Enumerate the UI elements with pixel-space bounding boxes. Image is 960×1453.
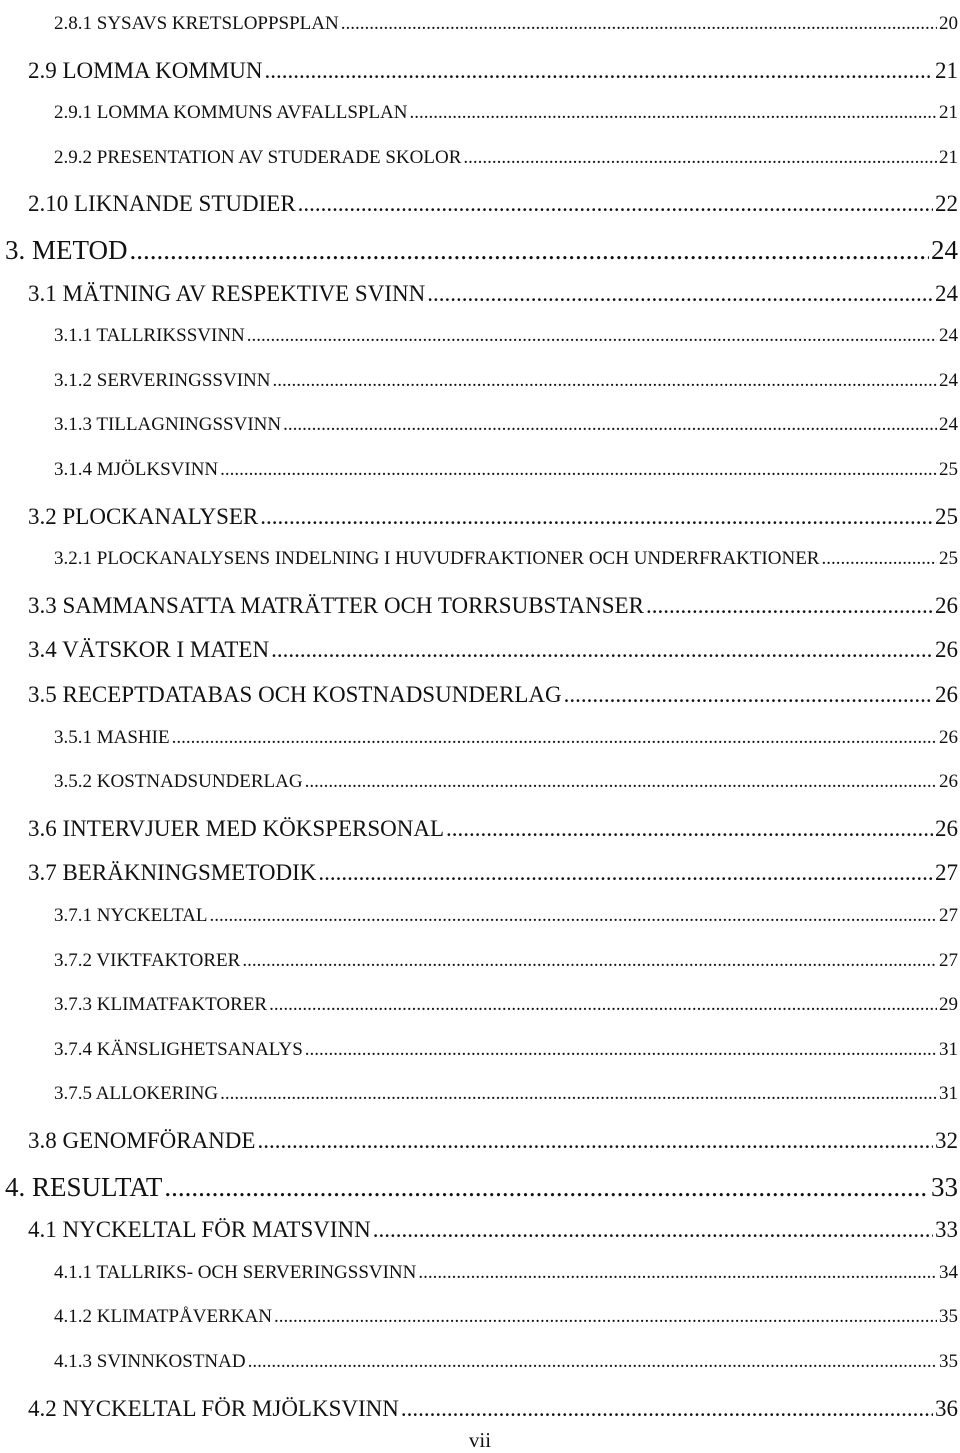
toc-entry[interactable] [54, 371, 958, 390]
toc-entry-title: 3.1.3 TILLAGNINGSSVINN [54, 414, 282, 436]
toc-entry-page-number: 35 [939, 1351, 958, 1372]
toc-dot-leader [220, 1084, 937, 1103]
toc-dot-leader [341, 14, 937, 33]
toc-dot-leader [272, 371, 937, 390]
toc-entry[interactable] [54, 460, 958, 479]
toc-entry-page-number: 26 [935, 592, 958, 618]
toc-entry[interactable] [28, 282, 958, 305]
toc-entry-page-number: 29 [939, 994, 958, 1016]
toc-entry-title: 3.5 RECEPTDATABAS OCH KOSTNADSUNDERLAG [28, 682, 562, 707]
toc-dot-leader [463, 148, 937, 167]
toc-dot-leader [172, 728, 937, 747]
toc-dot-leader [410, 103, 938, 122]
toc-entry[interactable] [28, 638, 958, 661]
toc-entry[interactable] [54, 772, 958, 791]
toc-entry-title: 3.1.4 MJÖLKSVINN [54, 459, 219, 480]
toc-entry-title: 3.7.5 ALLOKERING [54, 1083, 219, 1105]
page-number: vii [468, 1428, 492, 1452]
toc-entry-page-number: 35 [939, 1306, 958, 1328]
toc-entry-title: 4.1.3 SVINNKOSTNAD [54, 1351, 246, 1372]
toc-entry[interactable] [28, 683, 958, 706]
toc-entry[interactable] [54, 326, 958, 345]
toc-entry[interactable] [28, 1218, 958, 1241]
toc-entry[interactable] [54, 906, 958, 925]
toc-entry[interactable] [54, 728, 958, 747]
toc-dot-leader [130, 237, 929, 264]
toc-entry-page-number: 26 [935, 637, 958, 663]
toc-dot-leader [164, 1174, 929, 1201]
toc-dot-leader [305, 1040, 937, 1059]
toc-dot-leader [373, 1218, 933, 1241]
toc-entry-page-number: 25 [939, 459, 958, 480]
toc-dot-leader [220, 460, 937, 479]
toc-entry[interactable] [28, 1129, 958, 1152]
toc-entry-page-number: 36 [935, 1395, 958, 1421]
toc-entry-title: 3.2 PLOCKANALYSER [28, 503, 259, 529]
toc-entry-title: 2.9.1 LOMMA KOMMUNS AVFALLSPLAN [54, 102, 408, 124]
toc-entry-title: 2.10 LIKNANDE STUDIER [28, 191, 296, 217]
toc-entry-title: 3. METOD [5, 235, 128, 265]
toc-dot-leader [418, 1263, 937, 1282]
toc-entry-page-number: 31 [939, 1083, 958, 1105]
toc-entry-page-number: 21 [935, 57, 958, 83]
toc-entry-page-number: 32 [935, 1128, 958, 1153]
toc-dot-leader [247, 326, 937, 345]
toc-entry-title: 4. RESULTAT [5, 1171, 163, 1202]
toc-entry-title: 3.1.2 SERVERINGSSVINN [54, 369, 271, 391]
toc-dot-leader [265, 59, 934, 82]
toc-entry-title: 3.2.1 PLOCKANALYSENS INDELNING I HUVUDFRAKTIONER OCH UNDERFRAKTIONER [54, 548, 820, 570]
toc-dot-leader [305, 772, 937, 791]
toc-entry-title: 4.1.1 TALLRIKS- OCH SERVERINGSSVINN [54, 1261, 417, 1283]
toc-entry-title: 2.8.1 SYSAVS KRETSLOPPSPLAN [54, 13, 339, 34]
toc-entry[interactable] [28, 594, 958, 617]
toc-entry[interactable] [54, 415, 958, 434]
toc-entry-page-number: 26 [939, 726, 958, 748]
toc-entry[interactable] [28, 817, 958, 840]
toc-dot-leader [318, 861, 933, 884]
toc-dot-leader [269, 995, 937, 1014]
toc-entry-page-number: 22 [935, 191, 958, 217]
toc-entry-title: 3.1.1 TALLRIKSSVINN [54, 325, 245, 347]
toc-entry-page-number: 27 [939, 949, 958, 971]
toc-entry-title: 3.7.4 KÄNSLIGHETSANALYS [54, 1038, 303, 1060]
toc-entry[interactable] [28, 1397, 958, 1420]
toc-dot-leader [298, 192, 933, 215]
toc-dot-leader [427, 282, 933, 305]
toc-dot-leader [274, 1307, 937, 1326]
toc-entry-page-number: 27 [935, 860, 958, 886]
toc-entry-title: 3.8 GENOMFÖRANDE [28, 1128, 256, 1153]
toc-dot-leader [646, 594, 933, 617]
toc-entry[interactable] [54, 1307, 958, 1326]
toc-entry-page-number: 33 [935, 1217, 958, 1243]
toc-entry-page-number: 24 [939, 414, 958, 436]
toc-entry[interactable] [54, 995, 958, 1014]
toc-entry-page-number: 26 [939, 771, 958, 793]
toc-entry[interactable] [54, 14, 958, 33]
toc-entry-page-number: 24 [935, 280, 958, 306]
toc-dot-leader [446, 817, 933, 840]
toc-entry-page-number: 26 [935, 815, 958, 841]
toc-entry[interactable] [5, 237, 958, 264]
toc-entry-title: 2.9 LOMMA KOMMUN [28, 57, 263, 83]
toc-entry-page-number: 26 [935, 682, 958, 707]
toc-entry-page-number: 27 [939, 905, 958, 926]
toc-dot-leader [271, 638, 933, 661]
toc-entry[interactable] [54, 1084, 958, 1103]
toc-entry[interactable] [54, 103, 958, 122]
toc-entry-title: 3.1 MÄTNING AV RESPEKTIVE SVINN [28, 280, 426, 306]
toc-dot-leader [564, 683, 933, 706]
toc-dot-leader [401, 1397, 933, 1420]
toc-entry-page-number: 31 [939, 1038, 958, 1060]
toc-entry-title: 3.4 VÄTSKOR I MATEN [28, 637, 270, 663]
toc-entry-title: 4.1 NYCKELTAL FÖR MATSVINN [28, 1217, 371, 1243]
toc-dot-leader [257, 1129, 933, 1152]
toc-entry-page-number: 20 [939, 13, 958, 34]
toc-entry-title: 3.3 SAMMANSATTA MATRÄTTER OCH TORRSUBSTANSER [28, 592, 644, 618]
toc-entry-title: 3.5.1 MASHIE [54, 726, 170, 748]
toc-entry-title: 2.9.2 PRESENTATION AV STUDERADE SKOLOR [54, 146, 462, 168]
toc-entry[interactable] [28, 192, 958, 215]
toc-entry[interactable] [54, 951, 958, 970]
toc-entry[interactable] [28, 861, 958, 884]
toc-dot-leader [283, 415, 937, 434]
toc-entry-title: 3.7.2 VIKTFAKTORER [54, 949, 241, 971]
toc-dot-leader [248, 1352, 937, 1371]
toc-entry[interactable] [28, 505, 958, 528]
toc-entry[interactable] [54, 148, 958, 167]
toc-entry-page-number: 24 [939, 369, 958, 391]
toc-entry-page-number: 25 [939, 548, 958, 570]
toc-entry-page-number: 24 [931, 235, 958, 265]
toc-dot-leader [821, 549, 937, 568]
toc-entry-title: 3.7.1 NYCKELTAL [54, 905, 208, 926]
toc-entry[interactable] [54, 1263, 958, 1282]
toc-entry[interactable] [54, 1040, 958, 1059]
toc-entry-page-number: 25 [935, 503, 958, 529]
toc-entry-page-number: 33 [931, 1171, 958, 1202]
toc-dot-leader [242, 951, 937, 970]
toc-entry-page-number: 21 [939, 146, 958, 168]
toc-entry-title: 3.5.2 KOSTNADSUNDERLAG [54, 771, 303, 793]
toc-entry[interactable] [5, 1171, 958, 1202]
toc-entry-page-number: 34 [939, 1261, 958, 1283]
toc-dot-leader [209, 906, 937, 925]
toc-entry-page-number: 24 [939, 325, 958, 347]
toc-entry-title: 3.7 BERÄKNINGSMETODIK [28, 860, 317, 886]
toc-entry[interactable] [28, 59, 958, 82]
toc-entry-title: 4.2 NYCKELTAL FÖR MJÖLKSVINN [28, 1395, 399, 1421]
toc-dot-leader [260, 505, 933, 528]
toc-entry-title: 4.1.2 KLIMATPÅVERKAN [54, 1306, 272, 1328]
toc-entry-title: 3.6 INTERVJUER MED KÖKSPERSONAL [28, 815, 445, 841]
toc-entry[interactable] [54, 1352, 958, 1371]
toc-entry-title: 3.7.3 KLIMATFAKTORER [54, 994, 268, 1016]
toc-entry-page-number: 21 [939, 102, 958, 124]
toc-entry[interactable] [54, 549, 958, 568]
